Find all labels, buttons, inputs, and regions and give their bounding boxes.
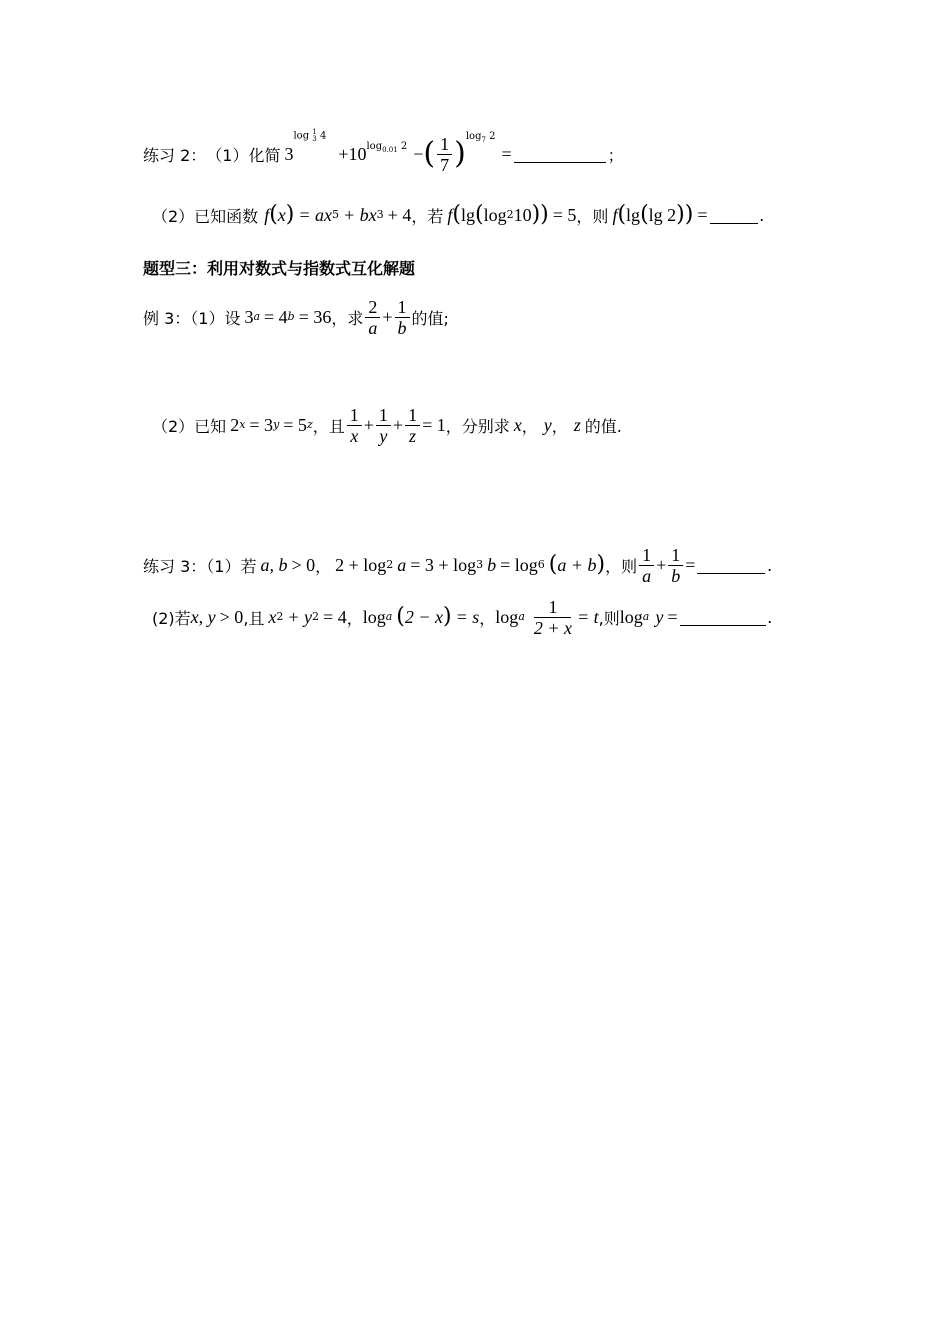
x-variable: x (277, 204, 286, 225)
one-over-a: $\frac{1}{a}$ (639, 545, 654, 586)
xy-vars: x, y (190, 606, 216, 627)
expr-log-six: = log (500, 554, 538, 575)
two-over-a: $\frac{2}{a}$ (365, 297, 380, 338)
practice2-label: 练习 2： (143, 145, 207, 165)
plus: + (382, 306, 393, 327)
eq-t: = t (577, 606, 599, 627)
a-plus-b: a + b (557, 554, 597, 575)
f-symbol-2: f (447, 204, 453, 225)
eq-36: = 36 (298, 306, 332, 327)
two: 2 (230, 414, 240, 435)
then-text-2: ,则 (598, 608, 620, 628)
exponent-log-7: $\log_7 2$ (465, 130, 496, 144)
eq-five: = 5 (283, 414, 307, 435)
practice3-part2: (2)若 x, y > 0 ,且 x 2 + y 2 = 4 ， log a ( 2 − x ) = s ， log a $\frac{1}{2 + x}$ = t ,则 log a y = . (152, 596, 772, 638)
period: . (759, 204, 765, 225)
eq-four-2: = 4 (323, 606, 347, 627)
answer-blank-4[interactable] (680, 609, 766, 626)
practice3-part1: 练习 3：（1）若 a, b > 0 ， 2 + log 2 a = 3 + log 3 b = log 6 ( a + b ) ，则 $\frac{1}{a}$ + $\frac{1}{b}$ = . (143, 544, 772, 586)
minus-sign: − (413, 143, 424, 164)
exp1-base-fraction: 1 3 (312, 128, 317, 143)
x-squared: x (268, 606, 277, 627)
b-var: b (487, 554, 497, 575)
practice2-part2-prefix: （2）已知函数 (152, 206, 259, 226)
and-text: ，且 (312, 416, 345, 436)
left-paren: ( (423, 136, 436, 171)
comma-then: ，则 (576, 206, 609, 226)
equals-five: = 5 (552, 204, 577, 225)
one-over-two-plus-x: $\frac{1}{2 + x}$ (533, 596, 573, 638)
two-minus-x: 2 − x (404, 606, 444, 627)
lg-two: lg 2 (648, 204, 677, 225)
log-a-2: log (495, 606, 519, 627)
practice2-part2: （2）已知函数 f ( x ) = ax 5 + bx 3 + 4 ，若 f ( lg ( log 2 10 ) ) = 5 ，则 f ( lg ( lg 2 ) ) = . (152, 202, 765, 227)
equals-sign-2: = (697, 204, 708, 225)
var-x: x (513, 414, 522, 435)
base-three: 3 (284, 143, 294, 164)
var-y: y (543, 414, 552, 435)
f-symbol-3: f (612, 204, 618, 225)
example3-part1: 例 3：（1）设 3 a = 4 b = 36 ，求 $\frac{2}{a}$ + $\frac{1}{b}$ 的值; (143, 296, 449, 338)
ab-vars: a, b (260, 554, 288, 575)
one-over-b-2: $\frac{1}{b}$ (668, 545, 683, 586)
section-heading: 题型三：利用对数式与指数式互化解题 (143, 259, 416, 278)
log-a: log (362, 606, 386, 627)
practice3-part2-prefix: (2)若 (152, 608, 191, 628)
semicolon: ； (607, 145, 624, 165)
answer-blank[interactable] (514, 146, 606, 163)
plus-four: + 4 (387, 204, 412, 225)
exponent-log-one-third: log 1 3 4 (293, 128, 327, 143)
one-over-y: $\frac{1}{y}$ (376, 405, 391, 446)
var-z: z (573, 414, 581, 435)
right-paren: ) (454, 136, 466, 171)
example3-part2: （2）已知 2 x = 3 y = 5 z ，且 $\frac{1}{x}$ + $\frac{1}{y}$ + $\frac{1}{z}$ = 1 ，分别求 x ， y ， z 的值. (152, 404, 622, 446)
example3-label: 例 3：（1）设 (143, 308, 241, 328)
one-over-x: $\frac{1}{x}$ (347, 405, 362, 446)
then-text: ，则 (605, 556, 638, 576)
expr-two-plus-log: 2 + log (335, 554, 387, 575)
eq-three: = 3 (249, 414, 274, 435)
gt-zero: > 0 (291, 554, 316, 575)
exponent-log-001: $\log_{0.01} 2$ (366, 140, 408, 154)
plus-y: + y (287, 606, 313, 627)
one-over-z: $\frac{1}{z}$ (405, 405, 420, 446)
three: 3 (244, 306, 254, 327)
one-over-b: $\frac{1}{b}$ (395, 297, 410, 338)
answer-blank-3[interactable] (697, 557, 765, 574)
eq-four: = 4 (264, 306, 288, 327)
answer-blank-2[interactable] (710, 207, 758, 224)
example3-part2-prefix: （2）已知 (152, 416, 227, 436)
ask-text: ，求 (331, 308, 364, 328)
rhs-bx: + bx (343, 204, 377, 225)
rhs-ax: = ax (298, 204, 333, 225)
practice3-label: 练习 3：（1）若 (143, 556, 257, 576)
comma-if: ，若 (411, 206, 444, 226)
practice2-part1-prefix: （1）化简 (206, 145, 281, 165)
ask-end: 的值; (411, 308, 449, 328)
f-symbol: f (264, 204, 270, 225)
lg-outer: lg (626, 204, 641, 225)
log-a-3: log (619, 606, 643, 627)
eq-s: = s (455, 606, 480, 627)
gt-zero-2: > 0 (219, 606, 244, 627)
one-seventh-fraction: $\frac{1}{7}$ (437, 134, 452, 175)
eq-one: = 1 (422, 414, 446, 435)
plus-ten: +10 (338, 143, 367, 164)
ask2-text: ，分别求 (445, 416, 510, 436)
ask2-end: 的值. (584, 416, 622, 436)
y-var: y (655, 606, 664, 627)
expr-three-plus-log: = 3 + log (410, 554, 477, 575)
ten: 10 (513, 204, 532, 225)
practice2-part1 (143, 128, 624, 180)
lg: lg (460, 204, 475, 225)
equals-sign: = (501, 143, 512, 164)
a-var: a (397, 554, 407, 575)
and-text-2: ,且 (243, 608, 265, 628)
